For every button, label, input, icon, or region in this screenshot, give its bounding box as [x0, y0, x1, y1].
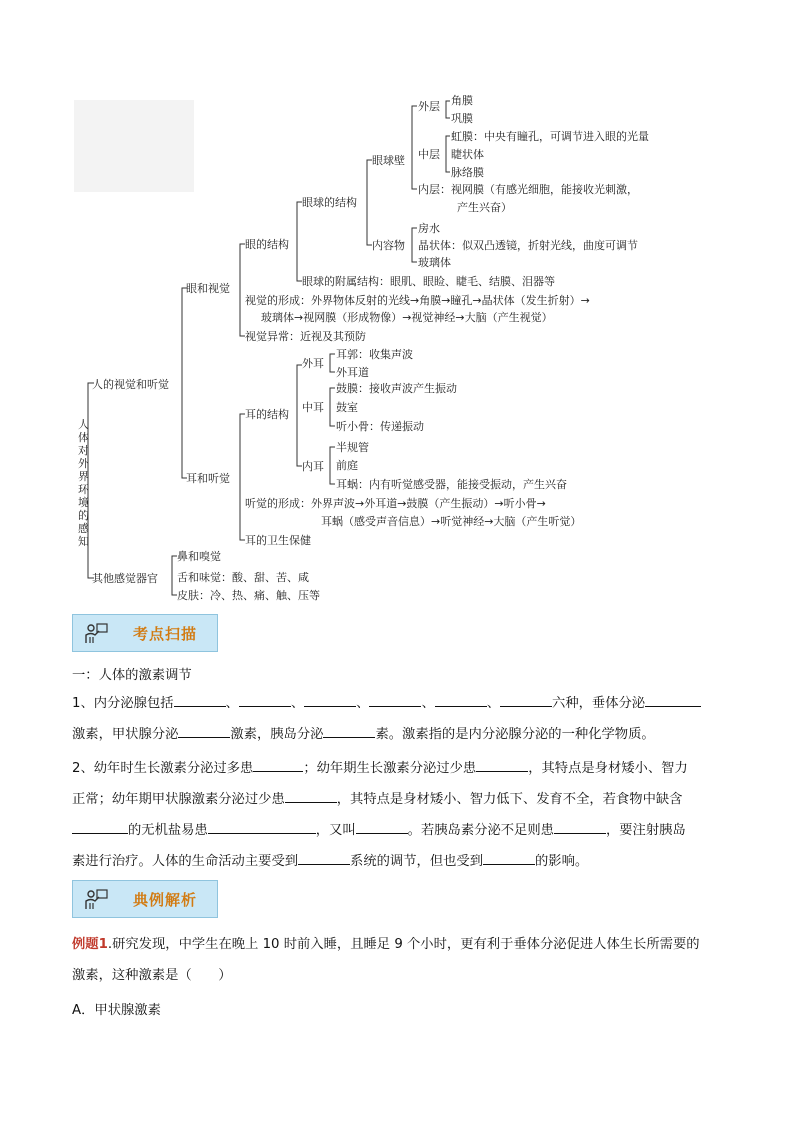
q2-text: 正常；幼年期甲状腺激素分泌过少患 [72, 792, 285, 807]
node-eardrum: 鼓膜：接收声波产生振动 [336, 382, 457, 395]
node-ear-structure: 耳的结构 [245, 408, 289, 421]
node-vision-formation-2: 玻璃体→视网膜（形成物像）→视觉神经→大脑（产生视觉） [261, 311, 553, 324]
node-inner-layer-cont: 产生兴奋） [457, 201, 512, 214]
q2-text: ；幼年期生长激素分泌过少患 [303, 761, 477, 776]
root-char-3: 外 [78, 457, 89, 470]
root-char-1: 体 [78, 431, 89, 444]
teacher-icon [83, 621, 109, 647]
node-vestibule: 前庭 [336, 459, 358, 472]
q2-text: 的影响。 [535, 854, 589, 869]
blank[interactable] [239, 693, 291, 707]
sep: 、 [290, 696, 305, 711]
sep: 、 [486, 696, 501, 711]
node-taste: 舌和味觉：酸、甜、苦、咸 [177, 571, 309, 584]
q1-text: 激素，胰岛分泌 [230, 727, 324, 742]
q2-text: 素进行治疗。人体的生命活动主要受到 [72, 854, 299, 869]
blank[interactable] [323, 724, 375, 738]
blank[interactable] [476, 758, 528, 772]
node-inner-ear: 内耳 [302, 460, 324, 473]
q1-text: 六种，垂体分泌 [552, 696, 646, 711]
example-text: 激素，这种激素是（ ） [72, 968, 232, 983]
teacher-icon [83, 887, 109, 913]
root-char-8: 感 [78, 522, 89, 535]
node-cornea: 角膜 [451, 94, 473, 107]
scan-smudge [74, 100, 194, 192]
node-choroid: 脉络膜 [451, 166, 484, 179]
node-outer-ear: 外耳 [302, 357, 324, 370]
q1-text: 激素，甲状腺分泌 [72, 727, 179, 742]
q2-text: ，其特点是身材矮小、智力低下、发育不全，若食物中缺含 [336, 792, 683, 807]
node-auricle: 耳郭：收集声波 [336, 348, 413, 361]
node-other-organs: 其他感觉器官 [92, 572, 158, 585]
node-eyeball-wall: 眼球壁 [372, 154, 405, 167]
section1-heading: 一：人体的激素调节 [72, 668, 192, 683]
blank[interactable] [356, 820, 408, 834]
node-eye-accessory: 眼球的附属结构：眼肌、眼睑、睫毛、结膜、泪器等 [302, 275, 555, 288]
node-ear-hearing: 耳和听觉 [186, 472, 230, 485]
q2-text: 系统的调节，但也受到 [350, 854, 484, 869]
node-cochlea: 耳蜗：内有听觉感受器，能接受振动，产生兴奋 [336, 478, 567, 491]
node-vision-abnormal: 视觉异常：近视及其预防 [245, 330, 366, 343]
node-smell: 鼻和嗅觉 [177, 550, 221, 563]
root-char-4: 界 [78, 470, 89, 483]
blank[interactable] [298, 851, 350, 865]
node-inner-layer: 内层：视网膜（有感光细胞，能接收光刺激， [418, 183, 638, 196]
root-char-0: 人 [78, 418, 89, 431]
question-2 [72, 753, 732, 877]
section-banner-example-analysis [72, 880, 218, 918]
node-ciliary: 睫状体 [451, 148, 484, 161]
node-tympanic: 鼓室 [336, 401, 358, 414]
blank[interactable] [72, 820, 128, 834]
example-text: .研究发现，中学生在晚上 10 时前入睡，且睡足 9 个小时，更有利于垂体分泌促进人体生长所需要的 [107, 937, 700, 952]
root-char-5: 环 [78, 483, 89, 496]
node-ear-hygiene: 耳的卫生保健 [245, 534, 311, 547]
banner-title: 考点扫描 [133, 625, 198, 643]
q2-text: ，又叫 [315, 823, 356, 838]
blank[interactable] [435, 693, 487, 707]
blank[interactable] [554, 820, 606, 834]
root-char-6: 境 [78, 496, 89, 509]
node-sclera: 巩膜 [451, 112, 473, 125]
node-ossicles: 听小骨：传递振动 [336, 420, 424, 433]
node-contents: 内容物 [372, 239, 405, 252]
root-char-2: 对 [78, 444, 89, 457]
q1-text: 素。激素指的是内分泌腺分泌的一种化学物质。 [375, 727, 655, 742]
blank[interactable] [483, 851, 535, 865]
blank[interactable] [253, 758, 303, 772]
node-vision-formation-1: 视觉的形成：外界物体反射的光线→角膜→瞳孔→晶状体（发生折射）→ [245, 294, 590, 307]
sep: 、 [356, 696, 370, 711]
q1-text: 1、内分泌腺包括 [72, 696, 174, 711]
root-char-9: 知 [78, 535, 89, 548]
question-1 [72, 688, 732, 750]
node-eye-vision: 眼和视觉 [186, 282, 230, 295]
node-hearing-formation-2: 耳蜗（感受声音信息）→听觉神经→大脑（产生听觉） [321, 515, 582, 528]
node-middle-layer: 中层 [418, 148, 440, 161]
option-a[interactable]: A．甲状腺激素 [72, 1003, 161, 1018]
node-iris: 虹膜：中央有瞳孔，可调节进入眼的光量 [451, 130, 649, 143]
node-skin: 皮肤：冷、热、痛、触、压等 [177, 589, 320, 602]
node-middle-ear: 中耳 [302, 401, 324, 414]
node-eyeball-structure: 眼球的结构 [302, 196, 357, 209]
blank[interactable] [304, 693, 356, 707]
q2-text: ，其特点是身材矮小、智力 [528, 761, 688, 776]
blank[interactable] [208, 820, 316, 834]
node-vision-hearing: 人的视觉和听觉 [92, 378, 169, 391]
node-hearing-formation-1: 听觉的形成：外界声波→外耳道→鼓膜（产生振动）→听小骨→ [245, 497, 546, 510]
node-lens: 晶状体：似双凸透镜，折射光线，曲度可调节 [418, 239, 638, 252]
q2-text: 2、幼年时生长激素分泌过多患 [72, 761, 254, 776]
sep: 、 [421, 696, 435, 711]
blank[interactable] [178, 724, 230, 738]
blank[interactable] [645, 693, 701, 707]
blank[interactable] [285, 789, 337, 803]
node-ear-canal: 外耳道 [336, 366, 369, 379]
blank[interactable] [174, 693, 226, 707]
node-outer-layer: 外层 [418, 100, 440, 113]
blank[interactable] [500, 693, 552, 707]
banner-title: 典例解析 [133, 891, 198, 909]
node-eye-structure: 眼的结构 [245, 238, 289, 251]
blank[interactable] [369, 693, 421, 707]
q2-text: 的无机盐易患 [128, 823, 208, 838]
example-1 [72, 929, 752, 991]
node-vitreous: 玻璃体 [418, 256, 451, 269]
node-semicircular: 半规管 [336, 441, 369, 454]
root-char-7: 的 [78, 509, 89, 522]
sep: 、 [225, 696, 239, 711]
node-aqueous: 房水 [418, 222, 440, 235]
q2-text: 。若胰岛素分泌不足则患 [407, 823, 554, 838]
example-label: 例题1 [72, 937, 108, 952]
section-banner-exam-points [72, 614, 218, 652]
q2-text: ，要注射胰岛 [605, 823, 686, 838]
